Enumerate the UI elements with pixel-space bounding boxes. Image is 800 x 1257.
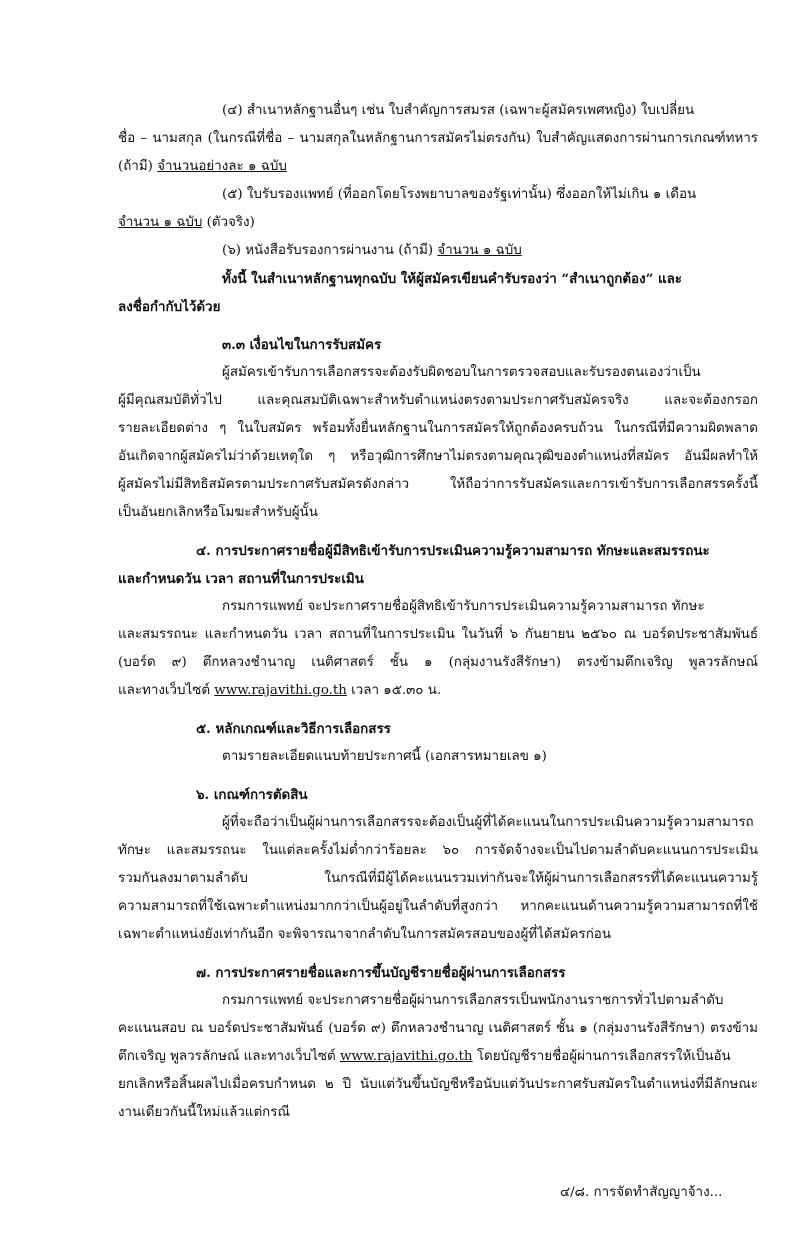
item-4-cont: ชื่อ – นามสกุล (ในกรณีที่ชื่อ – นามสกุลในหลักฐานการสมัครไม่ตรงกัน) ใบสำคัญแสดงการผ่านการเกณฑ์ทหาร (118, 131, 758, 146)
heading-6: ๖. เกณฑ์การตัดสิน (196, 787, 308, 803)
section-5-text: ตามรายละเอียดแนบท้ายประกาศนี้ (เอกสารหมายเลข ๑) (222, 749, 547, 764)
section-4-line3: (บอร์ด ๙) ตึกหลวงชำนาญ เนติศาสตร์ ชั้น ๑ (กลุ่มงานรังสีรักษา) ตรงข้ามตึกเจริญ พูลวรลักษณ์ (118, 655, 758, 670)
para-3-3-line4: อันเกิดจากผู้สมัครไม่ว่าด้วยเหตุใด ๆ หรือวุฒิการศึกษาไม่ตรงตามคุณวุฒิของตำแหน่งที่สมัคร อันมีผลทำให้ (118, 449, 758, 464)
item-4: (๔) สำเนาหลักฐานอื่นๆ เช่น ใบสำคัญการสมรส (เฉพาะผู้สมัครเพศหญิง) ใบเปลี่ยน (222, 103, 695, 118)
website-link-2[interactable]: www.rajavithi.go.th (339, 1049, 473, 1064)
item-5: (๕) ใบรับรองแพทย์ (ที่ออกโดยโรงพยาบาลของรัฐเท่านั้น) ซึ่งออกให้ไม่เกิน ๑ เดือน (222, 187, 697, 202)
para-3-3-line1: ผู้สมัครเข้ารับการเลือกสรรจะต้องรับผิดชอบในการตรวจสอบและรับรองตนเองว่าเป็น (222, 365, 701, 380)
item-5-cont: จำนวน ๑ ฉบับ (ตัวจริง) (118, 215, 255, 230)
heading-4: ๔. การประกาศรายชื่อผู้มีสิทธิเข้ารับการประเมินความรู้ความสามารถ ทักษะและสมรรถนะ (196, 543, 710, 559)
section-7-line1: กรมการแพทย์ จะประกาศรายชื่อผู้ผ่านการเลือกสรรเป็นพนักงานราชการทั่วไปตามลำดับ (222, 993, 724, 1008)
section-4-line4: และทางเว็บไซต์ www.rajavithi.go.th เวลา ๑๕.๓๐ น. (118, 683, 442, 698)
section-6-line4: ความสามารถที่ใช้เฉพาะตำแหน่งมากกว่าเป็นผู้อยู่ในลำดับที่สูงกว่า หากคะแนนด้านความรู้ความสามารถที่ใช้ (118, 899, 758, 914)
section-4-line1: กรมการแพทย์ จะประกาศรายชื่อผู้สิทธิเข้ารับการประเมินความรู้ความสามารถ ทักษะ (222, 599, 705, 614)
heading-7: ๗. การประกาศรายชื่อและการขึ้นบัญชีรายชื่อผู้ผ่านการเลือกสรร (196, 965, 566, 981)
para-3-3-line5: ผู้สมัครไม่มีสิทธิสมัครตามประกาศรับสมัครดังกล่าว ให้ถือว่าการรับสมัครและการเข้ารับการเลือกสรรครั้งนี้ (118, 477, 758, 492)
heading-4-cont: และกำหนดวัน เวลา สถานที่ในการประเมิน (118, 571, 364, 587)
section-7-line3: ตึกเจริญ พูลวรลักษณ์ และทางเว็บไซต์ www.rajavithi.go.th โดยบัญชีรายชื่อผู้ผ่านการเลือกสรรให้เป็นอัน (118, 1049, 731, 1064)
para-3-3-line3: รายละเอียดต่าง ๆ ในใบสมัคร พร้อมทั้งยื่นหลักฐานในการสมัครให้ถูกต้องครบถ้วน ในกรณีที่มีความผิดพลาด (118, 421, 758, 436)
heading-3-3: ๓.๓ เงื่อนไขในการรับสมัคร (222, 337, 382, 353)
certify-note: ทั้งนี้ ในสำเนาหลักฐานทุกฉบับ ให้ผู้สมัครเขียนคำรับรองว่า “สำเนาถูกต้อง” และ (222, 271, 682, 287)
para-3-3-line6: เป็นอันยกเลิกหรือโมฆะสำหรับผู้นั้น (118, 505, 318, 520)
certify-note-cont: ลงชื่อกำกับไว้ด้วย (118, 299, 221, 315)
section-6-line5: เฉพาะตำแหน่งยังเท่ากันอีก จะพิจารณาจากลำดับในการสมัครสอบของผู้ที่ได้สมัครก่อน (118, 927, 612, 942)
section-7-line2: คะแนนสอบ ณ บอร์ดประชาสัมพันธ์ (บอร์ด ๙) ตึกหลวงชำนาญ เนติศาสตร์ ชั้น ๑ (กลุ่มงานรังสีรักษา) ตรงข้าม (118, 1021, 758, 1036)
section-6-line3: รวมกันลงมาตามลำดับ ในกรณีที่มีผู้ได้คะแนนรวมเท่ากันจะให้ผู้ผ่านการเลือกสรรที่ได้คะแนนความรู้ (118, 871, 758, 886)
website-link[interactable]: www.rajavithi.go.th (214, 683, 347, 698)
para-3-3-line2: ผู้มีคุณสมบัติทั่วไป และคุณสมบัติเฉพาะสำหรับตำแหน่งตรงตามประกาศรับสมัครจริง และจะต้องกรอก (118, 393, 758, 408)
section-4-line2: และสมรรถนะ และกำหนดวัน เวลา สถานที่ในการประเมิน ในวันที่ ๖ กันยายน ๒๕๖๐ ณ บอร์ดประชาสัมพันธ์ (118, 627, 758, 642)
section-6-line2: ทักษะ และสมรรถนะ ในแต่ละครั้งไม่ต่ำกว่าร้อยละ ๖๐ การจัดจ้างจะเป็นไปตามลำดับคะแนนการประเมิน (118, 843, 758, 858)
heading-5: ๕. หลักเกณฑ์และวิธีการเลือกสรร (196, 721, 391, 737)
section-7-line4: ยกเลิกหรือสิ้นผลไปเมื่อครบกำหนด ๒ ปี นับแต่วันขึ้นบัญชีหรือนับแต่วันประกาศรับสมัครในตำแหน่งที่มีลักษณะ (118, 1077, 758, 1092)
section-6-line1: ผู้ที่จะถือว่าเป็นผู้ผ่านการเลือกสรรจะต้องเป็นผู้ที่ได้คะแนนในการประเมินความรู้ความสามารถ (222, 815, 754, 830)
section-7-line5: งานเดียวกันนี้ใหม่แล้วแต่กรณี (118, 1105, 290, 1120)
item-4-end: (ถ้ามี) จำนวนอย่างละ ๑ ฉบับ (118, 159, 287, 174)
item-6: (๖) หนังสือรับรองการผ่านงาน (ถ้ามี) จำนวน ๑ ฉบับ (222, 243, 522, 258)
page-footer-continuation: ๔/๘. การจัดทำสัญญาจ้าง... (560, 1185, 723, 1200)
